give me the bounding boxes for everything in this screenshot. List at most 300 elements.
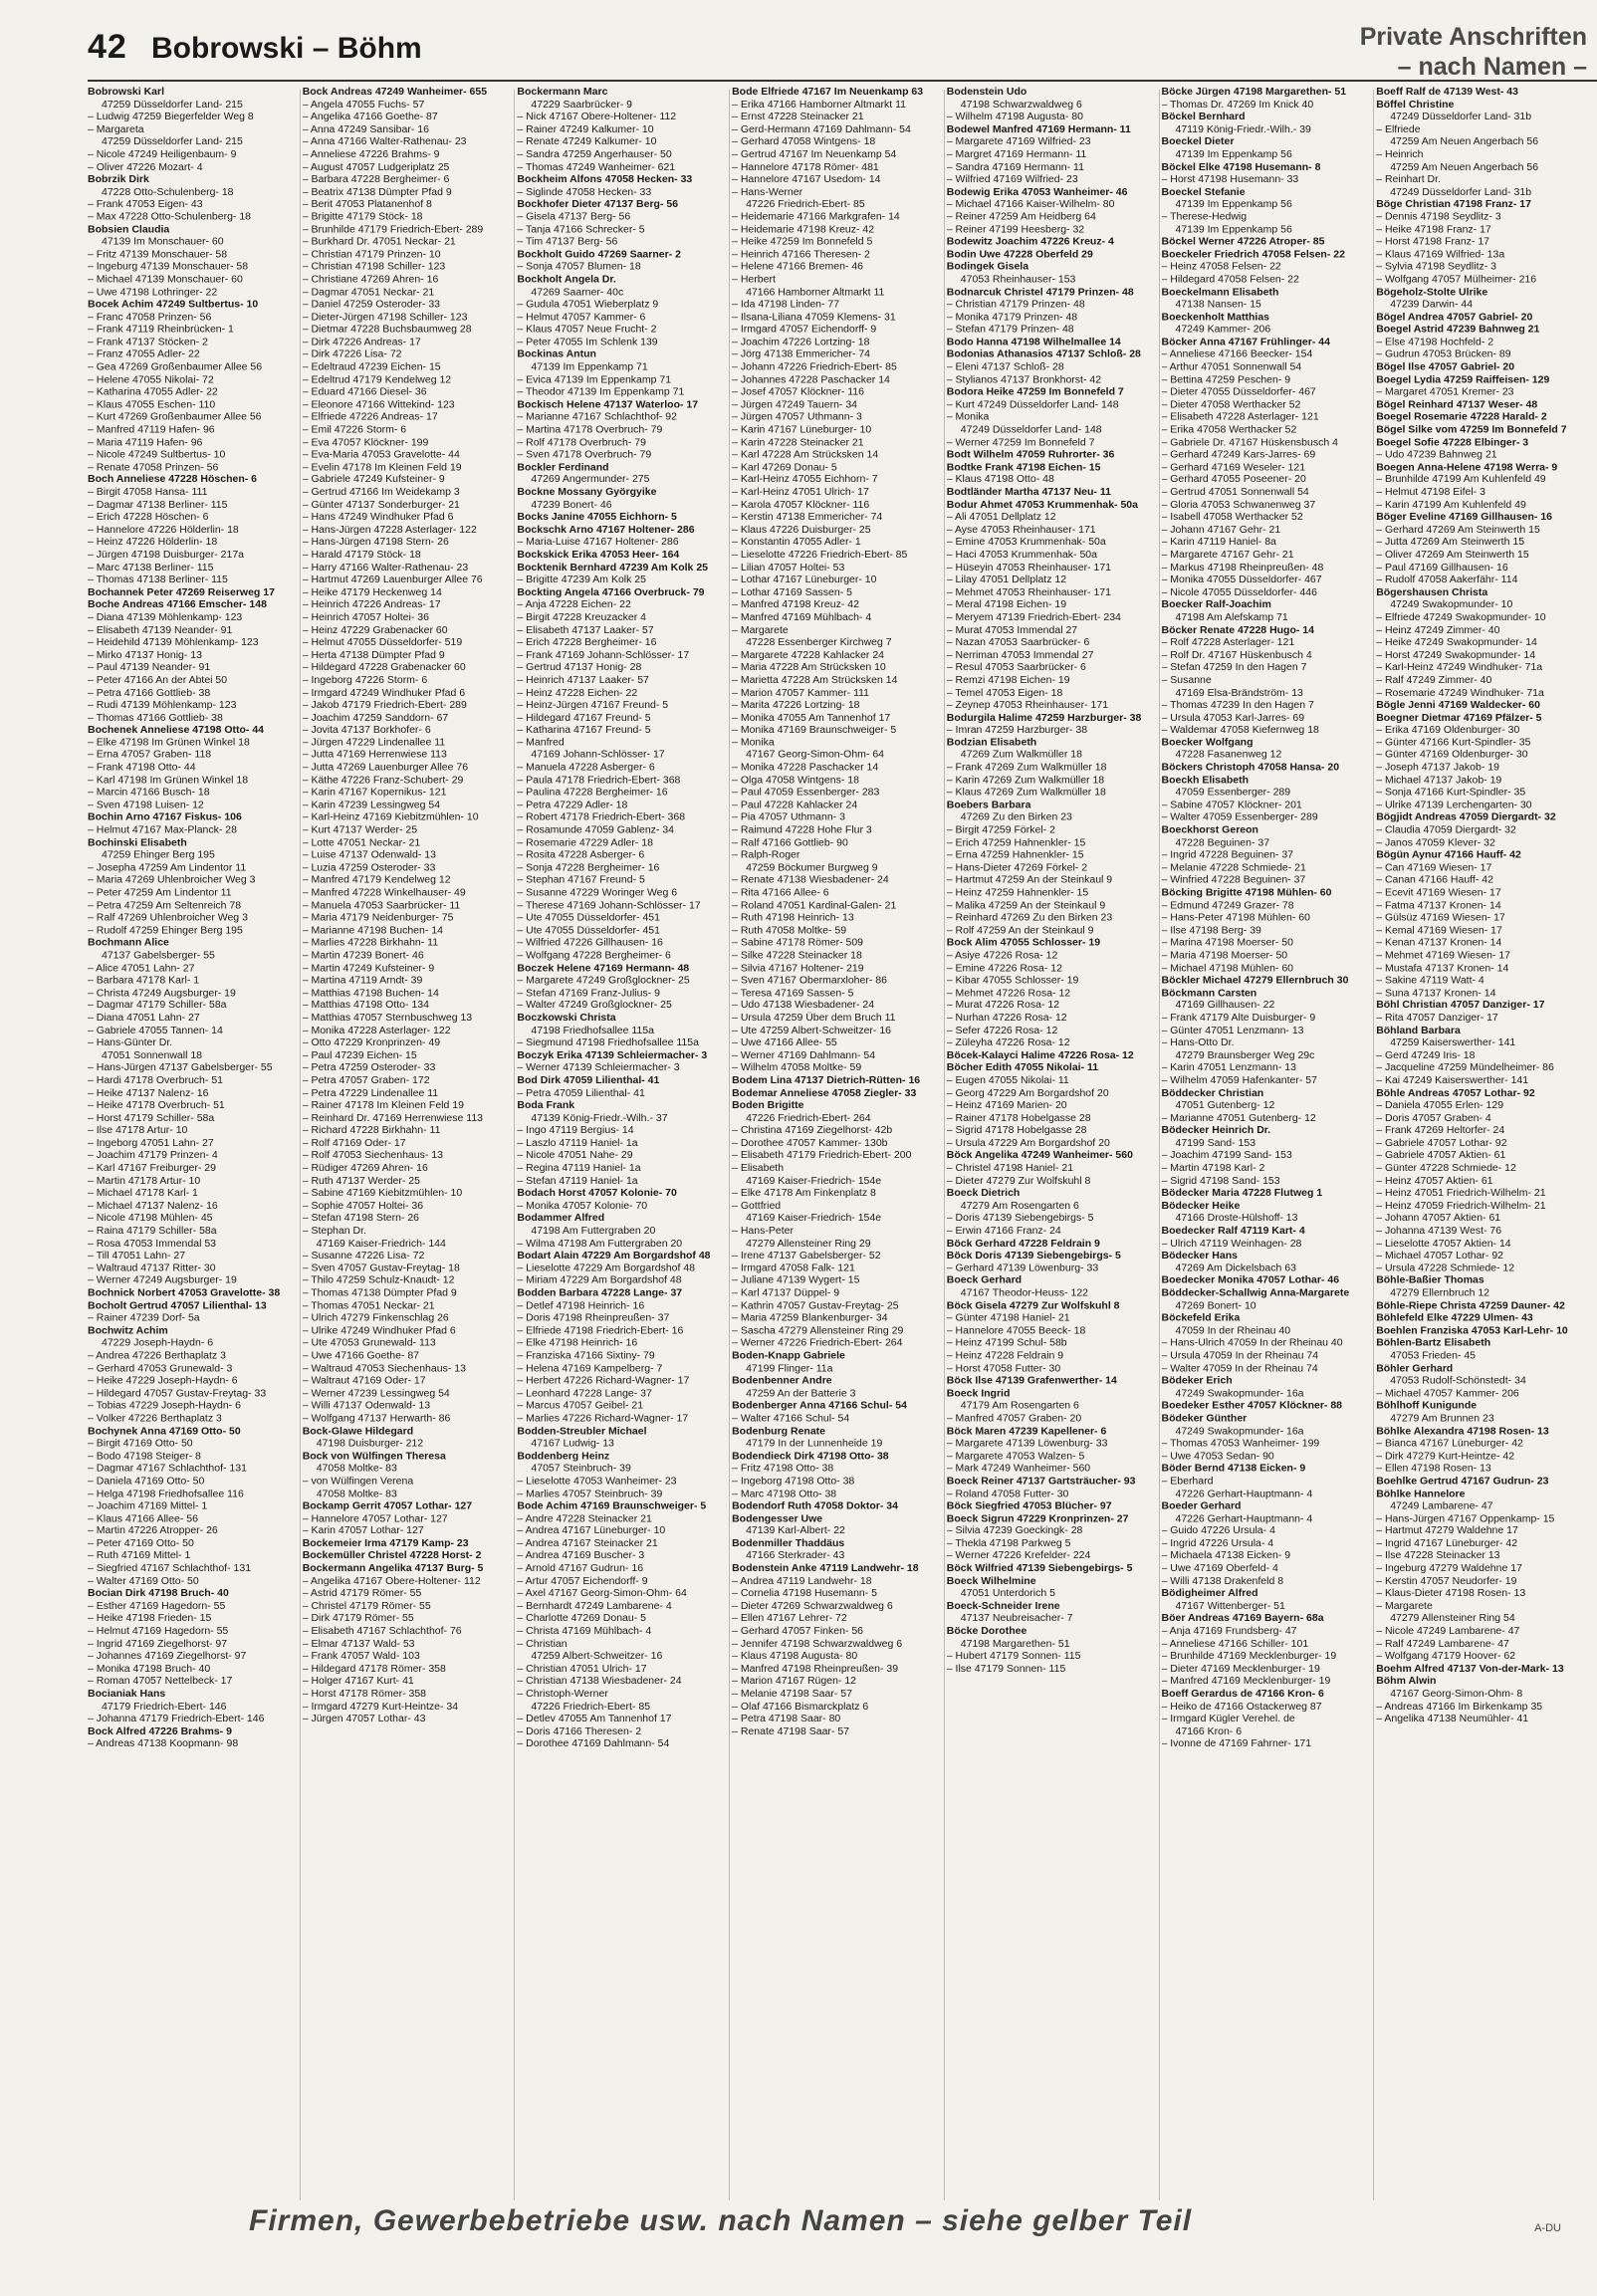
listing-entry: – Michael 47198 Mühlen- 60 [1161,961,1294,974]
listing-entry: Boche Andreas 47166 Emscher- 148 [88,598,267,611]
listing-entry: – Elisabeth 47167 Schlachthof- 76 [302,1625,462,1638]
listing-entry: 47198 Duisburger- 212 [316,1437,424,1450]
listing-entry: Bocian Dirk 47198 Bruch- 40 [88,1587,229,1600]
listing-entry: – Elisabeth [732,1162,785,1174]
listing-entry: – Karin 47228 Steinacker 21 [732,435,864,448]
listing-entry: Boeckeler Friedrich 47058 Felsen- 22 [1161,248,1345,261]
listing-entry: – Resul 47053 Saarbrücker- 6 [946,661,1086,674]
listing-entry: – Nicole 47055 Düsseldorfer- 446 [1161,585,1317,598]
listing-entry: – Heike 47198 Frieden- 15 [88,1612,212,1625]
listing-entry: – Matthias 47198 Otto- 134 [302,999,429,1012]
listing-entry: – Fritz 47139 Monschauer- 58 [88,248,228,261]
listing-entry: – Mehmet 47053 Rheinhauser- 171 [946,585,1111,598]
listing-entry: – Maria 47228 Am Strücksken 10 [732,661,886,674]
listing-entry: – Helmut 47198 Eifel- 3 [1376,486,1485,499]
listing-entry: – Jürgen 47249 Tauern- 34 [732,398,857,411]
listing-entry: – Mustafa 47137 Kronen- 14 [1376,961,1509,974]
listing-entry: – Margarete 47139 Löwenburg- 33 [946,1437,1108,1450]
listing-entry: – Klaus 47057 Neue Frucht- 2 [517,323,657,336]
listing-entry: – Helga 47198 Friedhofsallee 116 [88,1487,244,1499]
listing-entry: – Sigrid 47178 Hobelgasse 28 [946,1124,1087,1137]
listing-entry: 47199 Sand- 153 [1175,1136,1256,1149]
listing-entry: Boeckhorst Gereon [1161,823,1258,836]
listing-entry: – Gisela 47137 Berg- 56 [517,210,631,223]
listing-entry: – Monika 47057 Kolonie- 70 [517,1199,648,1212]
listing-entry: – Jutta 47269 Am Steinwerth 15 [1376,536,1525,549]
listing-entry: – Udo 47138 Wiesbadener- 24 [732,999,875,1012]
listing-entry: – Claudia 47059 Diergardt- 32 [1376,823,1516,836]
listing-entry: – Eva 47057 Klöckner- 199 [302,435,429,448]
listing-entry: – Dagmar 47167 Schlachthof- 131 [88,1462,247,1475]
listing-entry: Bögershausen Christa [1376,585,1488,598]
listing-entry: – Anneliese 47226 Brahms- 9 [302,147,440,160]
listing-entry: Böck Angelika 47249 Wanheimer- 560 [946,1149,1133,1162]
listing-entry: Boegner Dietmar 47169 Pfälzer- 5 [1376,711,1542,724]
listing-entry: Bock-Glawe Hildegard [302,1424,414,1437]
listing-entry: Böcker Renate 47228 Hugo- 14 [1161,623,1314,636]
listing-entry: – Franz 47055 Adler- 22 [88,347,200,360]
listing-entry: – Walter 47059 In der Rheinau 74 [1161,1362,1318,1375]
listing-entry: 47228 Beguinen- 37 [1175,836,1270,849]
listing-entry: – Heike 47178 Overbruch- 51 [88,1099,225,1112]
listing-entry: – Asiye 47226 Rosa- 12 [946,949,1058,962]
listing-entry: 47198 Margarethen- 51 [960,1637,1070,1650]
listing-entry: – Rolf 47053 Siechenhaus- 13 [302,1149,443,1162]
listing-entry: – Melanie 47198 Saar- 57 [732,1687,852,1700]
listing-entry: 47057 Steinbruch- 39 [531,1462,631,1475]
listing-entry: Bödecker Heike [1161,1199,1241,1212]
listing-entry: – Christian [517,1637,568,1650]
listing-entry: – Fritz 47198 Otto- 38 [732,1462,834,1475]
listing-entry: – Franc 47058 Prinzen- 56 [88,311,212,324]
listing-entry: 47059 In der Rheinau 40 [1175,1324,1291,1337]
listing-entry: Bocholt Gertrud 47057 Lilienthal- 13 [88,1299,267,1312]
listing-entry: – Holger 47167 Kurt- 41 [302,1675,414,1688]
listing-entry: – Hannelore 47167 Usedom- 14 [732,172,881,185]
listing-entry: Boehm Alfred 47137 Von-der-Mark- 13 [1376,1662,1564,1675]
listing-entry: Bödigheimer Alfred [1161,1587,1258,1600]
listing-entry: – Siglinde 47058 Hecken- 33 [517,185,652,198]
listing-entry: Bode Elfriede 47167 Im Neuenkamp 63 [732,86,924,98]
listing-entry: – Klaus 47198 Augusta- 80 [732,1650,858,1663]
listing-entry: – Sonja 47057 Blumen- 18 [517,260,641,273]
listing-entry: – Elmar 47137 Wald- 53 [302,1637,415,1650]
listing-entry: Böckler Michael 47279 Ellernbruch 30 [1161,974,1349,987]
listing-entry: – Eberhard [1161,1475,1214,1488]
listing-entry: – Wolfgang 47137 Herwarth- 86 [302,1412,451,1425]
listing-entry: – Dennis 47198 Seydlitz- 3 [1376,210,1501,223]
listing-entry: – Regina 47119 Haniel- 1a [517,1162,641,1174]
listing-entry: – Helena 47169 Kampelberg- 7 [517,1362,663,1375]
listing-entry: – Margarete 47228 Kahlacker 24 [732,648,885,661]
listing-entry: – Monika 47228 Paschacker 14 [732,761,879,774]
listing-entry: 47051 Unterdorich 5 [960,1587,1055,1600]
listing-entry: Bodendieck Dirk 47198 Otto- 38 [732,1450,889,1463]
listing-entry: Bochenek Anneliese 47198 Otto- 44 [88,724,265,737]
listing-entry: – Birgit 47259 Förkel- 2 [946,823,1055,836]
listing-entry: – Ingeborg 47198 Otto- 38 [732,1475,855,1488]
listing-entry: – Petra 47259 Osteroder- 33 [302,1061,436,1074]
listing-entry: – Marianne 47051 Gutenberg- 12 [1161,1111,1316,1124]
listing-entry: – Gudula 47051 Wieberplatz 9 [517,298,659,311]
listing-entry: – Erich 47259 Hahnenkler- 15 [946,836,1086,849]
listing-entry: – Petra 47059 Lilienthal- 41 [517,1086,645,1099]
listing-entry: – Monika 47169 Braunschweiger- 5 [732,724,897,737]
listing-entry: 47167 Theodor-Heuss- 122 [960,1286,1089,1299]
listing-entry: Bödecker Maria 47228 Flutweg 1 [1161,1187,1323,1200]
listing-entry: – Paul 47059 Essenberger- 283 [732,786,880,799]
listing-entry: – Frank 47269 Zum Walkmüller 18 [946,761,1107,774]
listing-entry: Bögün Aynur 47166 Hauff- 42 [1376,848,1521,861]
listing-entry: – Nicole 47051 Nahe- 29 [517,1149,633,1162]
listing-entry: Boch Anneliese 47228 Höschen- 6 [88,473,258,486]
listing-entry: – Detlev 47055 Am Tannenhof 17 [517,1713,672,1725]
listing-entry: – Monika 47228 Asterlager- 122 [302,1024,451,1036]
listing-entry: – Reinhart Dr. [1376,172,1441,185]
listing-entry: Böhle Andreas 47057 Lothar- 92 [1376,1086,1535,1099]
listing-entry: – Elke 47198 Heinrich- 16 [517,1336,638,1349]
column-separator [300,90,301,2200]
listing-entry: Boeckel Dieter [1161,135,1235,148]
listing-entry: 47259 Düsseldorfer Land- 215 [102,135,243,148]
listing-entry: Boecker Wolfgang [1161,736,1254,749]
listing-entry: – Manfred 47119 Hafen- 96 [88,423,215,436]
listing-entry: 47169 Kaiser-Friedrich- 154e [746,1212,882,1225]
listing-entry: – Johanna 47179 Friedrich-Ebert- 146 [88,1713,265,1725]
listing-entry: – Erika 47166 Hamborner Altmarkt 11 [732,98,906,111]
listing-entry: – Gabriele 47057 Aktien- 61 [1376,1149,1506,1162]
listing-entry: – Gerhard 47269 Am Steinwerth 15 [1376,523,1540,536]
listing-entry: – Oliver 47226 Mozart- 4 [88,160,203,173]
listing-entry: – Ruth 47137 Werder- 25 [302,1174,420,1187]
listing-entry: Bochin Arno 47167 Fiskus- 106 [88,811,242,824]
listing-entry: – Birgit 47228 Kreuzacker 4 [517,610,646,623]
listing-entry: – Andrea 47167 Lüneburger- 10 [517,1524,666,1537]
listing-entry: Bockinas Antun [517,347,596,360]
listing-entry: – Helmut 47167 Max-Planck- 28 [88,823,237,836]
section-title-line-1: Private Anschriften [1359,23,1587,51]
listing-entry: – Sophie 47057 Holtei- 36 [302,1199,424,1212]
listing-entry: – Brunhilde 47199 Am Kuhlenfeld 49 [1376,473,1546,486]
listing-entry: 47279 Am Brunnen 23 [1390,1412,1494,1425]
listing-entry: Böddecker Christian [1161,1086,1264,1099]
listing-entry: – Sven 47057 Gustav-Freytag- 18 [302,1262,460,1274]
listing-entry: – Brigitte 47179 Stöck- 18 [302,210,423,223]
listing-entry: Boedecker Ralf 47119 Kart- 4 [1161,1224,1305,1237]
listing-entry: – Joachim 47199 Sand- 153 [1161,1149,1292,1162]
listing-entry: – Brunhilde 47179 Friedrich-Ebert- 289 [302,223,484,236]
listing-entry: Böck Gerhard 47228 Feldrain 9 [946,1237,1100,1250]
listing-entry: Böer Andreas 47169 Bayern- 68a [1161,1612,1324,1625]
listing-entry: – Sylvia 47198 Seydlitz- 3 [1376,260,1497,273]
listing-entry: – Marianne 47198 Buchen- 14 [302,924,443,937]
footer-note: Firmen, Gewerbebetriebe usw. nach Namen – siehe gelber Teil [249,2204,1193,2237]
listing-entry: – Teresa 47169 Sassen- 5 [732,987,854,1000]
listing-entry: – Heike 47198 Franz- 17 [1376,223,1491,236]
listing-entry: – Else 47198 Hochfeld- 2 [1376,336,1494,348]
listing-entry: – Elfriede 47226 Andreas- 17 [302,410,438,423]
listing-entry: – Ursula 47229 Am Borgardshof 20 [946,1136,1110,1149]
listing-entry: – Doris 47166 Theresen- 2 [517,1724,642,1737]
listing-entry: – Dorothee 47169 Dahlmann- 54 [517,1737,670,1750]
listing-entry: – Kurt 47137 Werder- 25 [302,823,418,836]
listing-entry: – Hüseyin 47053 Rheinhauser- 171 [946,561,1111,574]
listing-entry: – Raimund 47228 Hohe Flur 3 [732,823,872,836]
listing-entry: 47269 Bonert- 10 [1175,1299,1256,1312]
listing-entry: – Rosemarie 47249 Windhuker- 71a [1376,686,1544,699]
listing-entry: – Manfred 47179 Kendelweg 12 [302,873,451,886]
listing-entry: – Rolf 47169 Oder- 17 [302,1136,406,1149]
listing-entry: – Ernst 47228 Steinacker 21 [732,111,864,123]
listing-entry: – Doris 47139 Siebengebirgs- 5 [946,1212,1094,1225]
listing-entry: – Renate 47249 Kalkumer- 10 [517,135,657,148]
page-footer [0,2204,1597,2264]
listing-entry: – Helene 47055 Nikolai- 72 [88,373,214,386]
listing-entry: 47139 Im Eppenkamp 56 [1175,147,1292,160]
listing-entry: 47167 Ludwig- 13 [531,1437,614,1450]
listing-entry: – Frank 47057 Wald- 103 [302,1650,420,1663]
listing-column [1376,86,1587,2200]
listing-entry: Bodemar Anneliese 47058 Ziegler- 33 [732,1086,917,1099]
listing-entry: Böhl Christian 47057 Danziger- 17 [1376,999,1545,1012]
listing-entry: – Heinrich 47226 Andreas- 17 [302,598,441,611]
listing-entry: – Heinrich 47137 Laaker- 57 [517,673,649,686]
listing-entry: – Erna 47259 Hahnenkler- 15 [946,848,1084,861]
listing-entry: – Brunhilde 47169 Mecklenburger- 19 [1161,1650,1337,1663]
listing-entry: – Gertrud 47051 Sonnenwall 54 [1161,486,1309,499]
listing-entry: – Marina 47198 Moerser- 50 [1161,936,1293,949]
listing-entry: 47259 Am Neuen Angerbach 56 [1390,160,1539,173]
listing-entry: Böckmann Carsten [1161,987,1257,1000]
listing-entry: – Heinz 47226 Hölderlin- 18 [88,536,218,549]
listing-entry: – Matthias 47057 Sternbuschweg 13 [302,1012,473,1025]
listing-entry: – Kathrin 47057 Gustav-Freytag- 25 [732,1299,899,1312]
listing-entry: – Leonhard 47228 Lange- 37 [517,1387,652,1400]
listing-entry: – Laszlo 47119 Haniel- 1a [517,1136,638,1149]
listing-entry: – Lieselotte 47226 Friedrich-Ebert- 85 [732,549,908,562]
listing-entry: 47269 Angermunder- 275 [531,473,650,486]
listing-entry: – Bianca 47167 Lüneburger- 42 [1376,1437,1523,1450]
listing-entry: – Erika 47058 Werthacker 52 [1161,423,1297,436]
listing-entry: – Renate 47058 Prinzen- 56 [88,461,219,474]
listing-entry: – Ursula 47228 Schmiede- 12 [1376,1262,1515,1274]
listing-entry: Bochannek Peter 47269 Reiserweg 17 [88,585,275,598]
listing-entry: 47058 Moltke- 83 [316,1462,397,1475]
listing-entry: – Ingrid 47169 Ziegelhorst- 97 [88,1637,228,1650]
listing-entry: – Matthias 47198 Buchen- 14 [302,987,439,1000]
listing-entry: – Michael 47137 Jakob- 19 [1376,774,1502,787]
header-rule [88,80,1597,82]
listing-entry: – Katharina 47167 Freund- 5 [517,724,651,737]
listing-entry: 47269 Saarner- 40c [531,286,624,299]
listing-entry: – Karin 47239 Lessingweg 54 [302,799,441,811]
listing-entry: 47179 Am Rosengarten 6 [960,1399,1079,1412]
listing-entry: – Elfriede 47249 Swakopmunder- 10 [1376,610,1546,623]
listing-entry: – Ute 47055 Düsseldorfer- 451 [517,911,660,924]
listing-entry: – Heike 47229 Joseph-Haydn- 6 [88,1374,238,1387]
listing-entry: – Harry 47166 Walter-Rathenau- 23 [302,561,469,574]
listing-entry: Bockting Angela 47166 Overbruck- 79 [517,585,705,598]
listing-entry: – Manfred 47228 Winkelhauser- 49 [302,886,466,899]
listing-entry: – Hans-Otto Dr. [1161,1036,1235,1049]
listing-entry: – Günter 47169 Oldenburger- 30 [1376,749,1528,762]
listing-entry: – Waltraud 47137 Ritter- 30 [88,1262,216,1274]
listing-entry: Bockler Ferdinand [517,461,609,474]
listing-entry: – Martin 47198 Karl- 2 [1161,1162,1265,1174]
listing-entry: Bodnarcuk Christel 47179 Prinzen- 48 [946,286,1134,299]
listing-entry: – Heinz 47229 Grabenacker 60 [302,623,448,636]
listing-entry: – Bernhardt 47249 Lambarene- 4 [517,1599,672,1612]
listing-entry: – Werner 47259 Im Bonnefeld 7 [946,435,1095,448]
listing-entry: 47139 Im Monschauer- 60 [102,235,224,248]
listing-entry: Bodewel Manfred 47169 Hermann- 11 [946,122,1131,135]
listing-entry: – Hubert 47179 Sonnen- 115 [946,1650,1081,1663]
listing-entry: – Lilay 47051 Dellplatz 12 [946,574,1067,586]
listing-entry: – Max 47228 Otto-Schulenberg- 18 [88,210,252,223]
listing-entry: – Petra 47229 Lindenallee 11 [302,1086,439,1099]
listing-entry: Böhlefeld Elke 47229 Ulmen- 43 [1376,1311,1533,1324]
listing-entry: – Rudi 47139 Möhlenkamp- 123 [88,698,237,711]
listing-entry: Bockisch Helene 47137 Waterloo- 17 [517,398,699,411]
listing-entry: – Malika 47259 An der Steinkaul 9 [946,899,1106,912]
listing-entry: – Kurt 47269 Großenbaumer Allee 56 [88,410,262,423]
listing-entry: Bodenstein Anke 47119 Landwehr- 18 [732,1562,919,1575]
listing-entry: – Christel 47198 Haniel- 21 [946,1162,1074,1174]
listing-entry: – Christa 47249 Augsburger- 19 [88,987,236,1000]
listing-entry: – Marcus 47057 Geibel- 21 [517,1399,644,1412]
listing-entry: – Marlies 47226 Richard-Wagner- 17 [517,1412,689,1425]
listing-entry: – Ruth 47198 Heinrich- 13 [732,911,854,924]
listing-entry: – Werner 47249 Augsburger- 19 [88,1274,237,1287]
listing-entry: 47259 Düsseldorfer Land- 215 [102,98,243,111]
listing-entry: – Michaela 47138 Eicken- 9 [1161,1549,1291,1562]
listing-entry: – Gerd-Hermann 47169 Dahlmann- 54 [732,122,911,135]
listing-entry: – Horst 47058 Futter- 30 [946,1362,1061,1375]
listing-entry: Boeckel Stefanie [1161,185,1246,198]
listing-entry: – Johann 47226 Friedrich-Ebert- 85 [732,360,897,373]
listing-entry: – Lilian 47057 Holtei- 53 [732,561,845,574]
listing-entry: 47259 Kaiserswerther- 141 [1390,1036,1516,1049]
listing-entry: – Heidemarie 47198 Kreuz- 42 [732,223,875,236]
listing-entry: – Wolfgang 47179 Hoover- 62 [1376,1650,1516,1663]
listing-entry: Boeck Dietrich [946,1187,1021,1200]
listing-entry: Bodendorf Ruth 47058 Doktor- 34 [732,1499,898,1512]
listing-entry: – Gabriele 47055 Tannen- 14 [88,1024,223,1036]
listing-entry: – Stylianos 47137 Bronkhorst- 42 [946,373,1102,386]
listing-entry: – Hans-Jürgen 47137 Gabelsberger- 55 [88,1061,273,1074]
listing-entry: 47279 Am Rosengarten 6 [960,1199,1079,1212]
listing-entry: 47228 Essenberger Kirchweg 7 [746,636,892,649]
listing-entry: – Marc 47198 Otto- 38 [732,1487,837,1499]
listing-entry: – Dirk 47279 Kurt-Heintze- 42 [1376,1450,1515,1463]
listing-entry: Boeff Ralf de 47139 West- 43 [1376,86,1518,98]
listing-entry: – Jürgen 47057 Lothar- 43 [302,1713,426,1725]
listing-entry: Böddecker-Schallwig Anna-Margarete [1161,1286,1350,1299]
listing-entry: – Gerhard 47249 Kars-Jarres- 69 [1161,448,1316,461]
listing-entry: Boeck-Schneider Irene [946,1599,1060,1612]
listing-entry: – Christel 47179 Römer- 55 [302,1599,431,1612]
listing-entry: – Angelika 47166 Goethe- 87 [302,111,438,123]
listing-entry: 47139 Im Eppenkamp 56 [1175,198,1292,211]
listing-entry: Bögel Silke vom 47259 Im Bonnefeld 7 [1376,423,1567,436]
listing-entry: Boegen Anna-Helene 47198 Werra- 9 [1376,461,1558,474]
listing-entry: – Wolfgang 47228 Bergheimer- 6 [517,949,671,962]
listing-entry: – Guido 47226 Ursula- 4 [1161,1524,1275,1537]
listing-entry: Böcher Edith 47055 Nikolai- 11 [946,1061,1099,1074]
listing-entry: Boczek Helene 47169 Hermann- 48 [517,961,690,974]
listing-entry: 47249 Düsseldorfer Land- 148 [960,423,1102,436]
listing-entry: – Wilhelm 47059 Hafenkanter- 57 [1161,1074,1317,1086]
listing-entry: – Ursula 47059 In der Rheinau 74 [1161,1349,1319,1362]
listing-entry: – Gülsüz 47169 Wiesen- 17 [1376,911,1505,924]
listing-entry: – Karl 47228 Am Strücksken 14 [732,448,879,461]
listing-entry: 47166 Kron- 6 [1175,1724,1243,1737]
listing-entry: – Heinz 47228 Eichen- 22 [517,686,638,699]
listing-entry: – Burkhard Dr. 47051 Neckar- 21 [302,235,456,248]
listing-entry: – Hans-Jürgen 47228 Asterlager- 122 [302,523,477,536]
listing-entry: – Nicole 47249 Lambarene- 47 [1376,1625,1520,1638]
listing-entry: – Marion 47057 Kammer- 111 [732,686,870,699]
listing-entry: – Marcin 47166 Busch- 18 [88,786,210,799]
listing-entry: – Hartmut 47269 Lauenburger Allee 76 [302,574,483,586]
listing-entry: – Wilhelm 47198 Augusta- 80 [946,111,1083,123]
listing-entry: Bodenmiller Thaddäus [732,1537,845,1550]
listing-entry: – Evica 47139 Im Eppenkamp 71 [517,373,672,386]
listing-entry: – Imran 47259 Harzburger- 38 [946,724,1088,737]
listing-entry: Bobsien Claudia [88,223,170,236]
listing-entry: 47226 Gerhart-Hauptmann- 4 [1175,1511,1313,1524]
listing-entry: 47166 Droste-Hülshoff- 13 [1175,1212,1298,1225]
listing-entry: Boeckelmann Elisabeth [1161,286,1279,299]
listing-entry: – Sefer 47226 Rosa- 12 [946,1024,1058,1036]
listing-entry: – Jakob 47179 Friedrich-Ebert- 289 [302,698,467,711]
listing-entry: – Ivonne de 47169 Fahrner- 171 [1161,1737,1312,1750]
listing-entry: – Bodo 47198 Steiger- 8 [88,1450,201,1463]
listing-entry: 47259 Am Neuen Angerbach 56 [1390,135,1539,148]
listing-entry: – Udo 47239 Bahnweg 21 [1376,448,1497,461]
listing-entry: – Rolf 47259 An der Steinkaul 9 [946,924,1094,937]
listing-entry: – Ursula 47259 Über dem Bruch 11 [732,1012,896,1025]
listing-entry: 47137 Neubreisacher- 7 [960,1612,1073,1625]
listing-entry: Bodenburg Renate [732,1424,826,1437]
listing-column [1162,86,1373,2200]
listing-entry: – Meral 47198 Eichen- 19 [946,598,1067,611]
listing-entry: – Joachim 47259 Sanddorn- 67 [302,711,449,724]
listing-entry: 47166 Hamborner Altmarkt 11 [746,286,885,299]
listing-entry: – Maria 47259 Blankenburger- 34 [732,1311,888,1324]
listing-entry: Boddenberg Heinz [517,1450,610,1463]
listing-entry: – Jürgen 47229 Lindenallee 11 [302,736,446,749]
listing-entry: – Josef 47057 Klöckner- 116 [732,385,864,398]
listing-entry: – Peter 47055 Im Schlenk 139 [517,336,658,348]
listing-entry: – Sabine 47178 Römer- 509 [732,936,864,949]
listing-entry: – Irmgard 47279 Kurt-Heintze- 34 [302,1700,459,1713]
listing-entry: – Roman 47057 Nettelbeck- 17 [88,1675,233,1688]
listing-entry: – Reiner 47259 Am Heidberg 64 [946,210,1096,223]
listing-entry: Bögle Jenni 47169 Waldecker- 60 [1376,698,1540,711]
listing-entry: – Hildegard 47057 Gustav-Freytag- 33 [88,1387,267,1400]
listing-entry: – Michael 47057 Kammer- 206 [1376,1387,1519,1400]
listing-entry: – Margarete [732,623,789,636]
listing-entry: – Günter 47051 Lenzmann- 13 [1161,1024,1304,1036]
listing-entry: – Katharina 47055 Adler- 22 [88,385,218,398]
listing-entry: – Werner 47239 Lessingweg 54 [302,1387,450,1400]
listing-entry: 47179 Friedrich-Ebert- 146 [102,1700,227,1713]
listing-entry: – Marlies 47228 Birkhahn- 11 [302,936,439,949]
listing-entry: – Emine 47053 Krummenhak- 50a [946,536,1106,549]
listing-entry: Bockermann Angelika 47137 Burg- 5 [302,1562,484,1575]
listing-entry: 47249 Düsseldorfer Land- 31b [1390,185,1532,198]
